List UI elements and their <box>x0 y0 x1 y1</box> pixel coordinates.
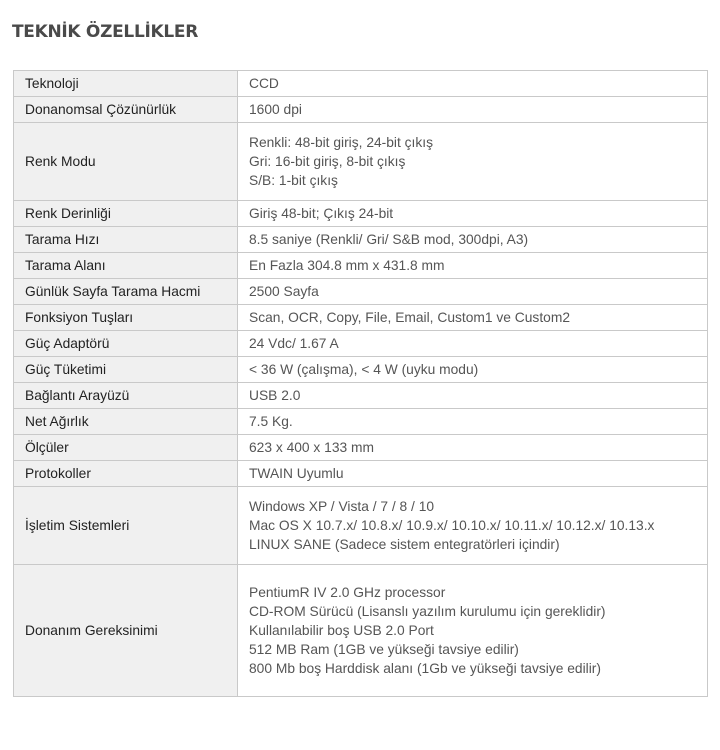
spec-label: Renk Modu <box>14 123 238 201</box>
spec-table <box>13 70 708 697</box>
spec-row <box>14 305 708 331</box>
spec-label: Bağlantı Arayüzü <box>14 383 238 409</box>
spec-row <box>14 383 708 409</box>
spec-value-line: Kullanılabilir boş USB 2.0 Port <box>249 623 434 638</box>
spec-label: Net Ağırlık <box>14 409 238 435</box>
spec-value-line: CCD <box>249 76 279 91</box>
spec-value <box>238 123 708 201</box>
spec-label: Donanım Gereksinimi <box>14 565 238 697</box>
spec-row <box>14 123 708 201</box>
spec-value-line: 7.5 Kg. <box>249 414 293 429</box>
spec-value-line: CD-ROM Sürücü (Lisanslı yazılım kurulumu için gereklidir) <box>249 604 606 619</box>
spec-row <box>14 97 708 123</box>
spec-value-line: Windows XP / Vista / 7 / 8 / 10 <box>249 499 435 514</box>
spec-label: Ölçüler <box>14 435 238 461</box>
spec-value <box>238 279 708 305</box>
spec-label: İşletim Sistemleri <box>14 487 238 565</box>
spec-value-line: Mac OS X 10.7.x/ 10.8.x/ 10.9.x/ 10.10.x/ 10.11.x/ 10.12.x/ 10.13.x <box>249 518 655 533</box>
spec-value <box>238 357 708 383</box>
spec-label: Tarama Alanı <box>14 253 238 279</box>
spec-value <box>238 383 708 409</box>
spec-value-line: LINUX SANE (Sadece sistem entegratörleri içindir) <box>249 537 560 552</box>
spec-value-line: Gri: 16-bit giriş, 8-bit çıkış <box>249 154 406 169</box>
spec-value-line: 2500 Sayfa <box>249 284 319 299</box>
spec-row <box>14 201 708 227</box>
spec-value <box>238 201 708 227</box>
spec-row <box>14 279 708 305</box>
spec-row <box>14 227 708 253</box>
spec-value-line: Giriş 48-bit; Çıkış 24-bit <box>249 206 394 221</box>
page-title: TEKNİK ÖZELLİKLER <box>12 22 199 42</box>
spec-label: Protokoller <box>14 461 238 487</box>
spec-value <box>238 305 708 331</box>
spec-label: Tarama Hızı <box>14 227 238 253</box>
spec-value-line: 623 x 400 x 133 mm <box>249 440 375 455</box>
spec-value <box>238 331 708 357</box>
spec-row <box>14 487 708 565</box>
spec-value-line: En Fazla 304.8 mm x 431.8 mm <box>249 258 445 273</box>
spec-value-line: 512 MB Ram (1GB ve yükseği tavsiye edilir) <box>249 642 519 657</box>
spec-value <box>238 97 708 123</box>
spec-value-line: 8.5 saniye (Renkli/ Gri/ S&B mod, 300dpi, A3) <box>249 232 529 247</box>
spec-value <box>238 435 708 461</box>
spec-value <box>238 487 708 565</box>
spec-value <box>238 253 708 279</box>
spec-value-line: Scan, OCR, Copy, File, Email, Custom1 ve Custom2 <box>249 310 571 325</box>
spec-value <box>238 71 708 97</box>
spec-label: Günlük Sayfa Tarama Hacmi <box>14 279 238 305</box>
spec-value-line: 24 Vdc/ 1.67 A <box>249 336 339 351</box>
spec-value <box>238 461 708 487</box>
spec-row <box>14 565 708 697</box>
spec-value <box>238 565 708 697</box>
spec-label: Güç Adaptörü <box>14 331 238 357</box>
spec-value-line: 800 Mb boş Harddisk alanı (1Gb ve yükseği tavsiye edilir) <box>249 661 601 676</box>
spec-value-line: PentiumR IV 2.0 GHz processor <box>249 585 446 600</box>
spec-row <box>14 357 708 383</box>
spec-label: Renk Derinliği <box>14 201 238 227</box>
spec-value-line: USB 2.0 <box>249 388 301 403</box>
spec-value-line: Renkli: 48-bit giriş, 24-bit çıkış <box>249 135 434 150</box>
spec-value-line: S/B: 1-bit çıkış <box>249 173 338 188</box>
spec-row <box>14 253 708 279</box>
spec-value-line: < 36 W (çalışma), < 4 W (uyku modu) <box>249 362 479 377</box>
spec-label: Güç Tüketimi <box>14 357 238 383</box>
spec-value-line: TWAIN Uyumlu <box>249 466 344 481</box>
spec-row <box>14 331 708 357</box>
spec-value-line: 1600 dpi <box>249 102 302 117</box>
spec-value <box>238 227 708 253</box>
spec-label: Fonksiyon Tuşları <box>14 305 238 331</box>
spec-label: Donanomsal Çözünürlük <box>14 97 238 123</box>
spec-row <box>14 409 708 435</box>
spec-value <box>238 409 708 435</box>
spec-row <box>14 435 708 461</box>
spec-row <box>14 461 708 487</box>
spec-label: Teknoloji <box>14 71 238 97</box>
spec-row <box>14 71 708 97</box>
spec-table-body <box>14 71 708 697</box>
